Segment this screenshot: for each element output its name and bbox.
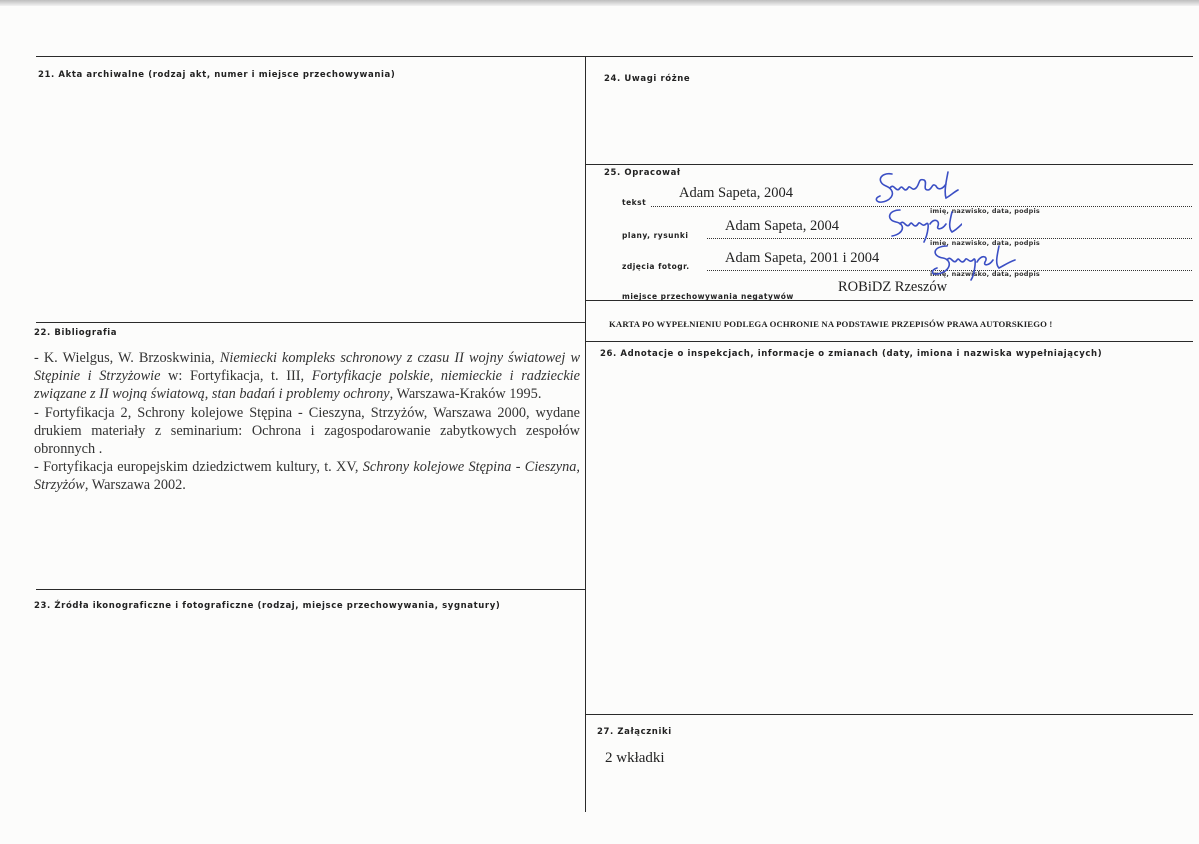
plany-label: plany, rysunki bbox=[622, 231, 689, 240]
section-26-header: 26. Adnotacje o inspekcjach, informacje o zmianach (daty, imiona i nazwiska wypełniających) bbox=[600, 349, 1103, 359]
entry-3-source: - Fortyfikacja europejskim dziedzictwem kultury, t. XV, bbox=[34, 459, 363, 476]
rule-center bbox=[585, 56, 586, 812]
section-21-header: 21. Akta archiwalne (rodzaj akt, numer i miejsce przechowywania) bbox=[38, 70, 396, 80]
tekst-signature-caption: imię, nazwisko, data, podpis bbox=[930, 207, 1040, 215]
zdjecia-label: zdjęcia fotogr. bbox=[622, 262, 690, 271]
entry-1-source: w: Fortyfikacja, t. III, bbox=[160, 368, 312, 385]
bibliography-entry-3 bbox=[34, 458, 580, 494]
negatywy-label: miejsce przechowywania negatywów bbox=[622, 292, 794, 301]
copyright-notice: KARTA PO WYPEŁNIENIU PODLEGA OCHRONIE NA PODSTAWIE PRZEPISÓW PRAWA AUTORSKIEGO ! bbox=[609, 319, 1053, 329]
tekst-value: Adam Sapeta, 2004 bbox=[679, 185, 793, 201]
plany-signature-caption: imię, nazwisko, data, podpis bbox=[930, 239, 1040, 247]
section-23-header: 23. Źródła ikonograficzne i fotograficzne (rodzaj, miejsce przechowywania, sygnatury) bbox=[34, 601, 501, 611]
negatywy-value: ROBiDZ Rzeszów bbox=[838, 279, 948, 295]
bibliography bbox=[34, 349, 580, 495]
entry-1-volume-title: Fortyfikacje polskie, niemieckie i radzieckie związane z II wojną światową, stan badań i problemy ochrony bbox=[34, 368, 580, 403]
section-27-header: 27. Załączniki bbox=[597, 727, 672, 737]
rule-24-25 bbox=[586, 164, 1193, 165]
tekst-label: tekst bbox=[622, 198, 647, 207]
zdjecia-signature-caption: imię, nazwisko, data, podpis bbox=[930, 270, 1040, 278]
rule-top bbox=[36, 56, 1193, 57]
bibliography-entry-1 bbox=[34, 349, 580, 404]
rule-notice-26 bbox=[586, 341, 1193, 342]
rule-22-23 bbox=[36, 589, 586, 590]
zdjecia-value: Adam Sapeta, 2001 i 2004 bbox=[725, 250, 880, 266]
scan-edge-shadow bbox=[0, 0, 1199, 6]
section-24-header: 24. Uwagi różne bbox=[604, 74, 691, 84]
entry-3-place-year: , Warszawa 2002. bbox=[84, 477, 186, 494]
bibliography-entry-2: - Fortyfikacja 2, Schrony kolejowe Stępina - Cieszyna, Strzyżów, Warszawa 2000, wydane drukiem materiały z seminarium: Ochrona i zagospodarowanie zabytkowych zespołów obronnych . bbox=[34, 404, 580, 458]
entry-3-title: Schrony kolejowe Stępina - Cieszyna, Strzyżów bbox=[34, 459, 580, 494]
section-25-header: 25. Opracował bbox=[604, 168, 681, 178]
plany-value: Adam Sapeta, 2004 bbox=[725, 218, 839, 234]
entry-1-authors: - K. Wielgus, W. Brzoskwinia, bbox=[34, 350, 220, 366]
entry-1-title: Niemiecki kompleks schronowy z czasu II wojny światowej w Stępinie i Strzyżowie bbox=[34, 350, 580, 385]
entry-1-place-year: , Warszawa-Kraków 1995. bbox=[389, 386, 542, 403]
section-22-header: 22. Bibliografia bbox=[34, 328, 118, 338]
rule-26-27 bbox=[586, 714, 1193, 715]
signature-zdjecia bbox=[925, 240, 1017, 284]
attachments-value: 2 wkładki bbox=[605, 750, 665, 766]
rule-21-22 bbox=[36, 322, 586, 323]
